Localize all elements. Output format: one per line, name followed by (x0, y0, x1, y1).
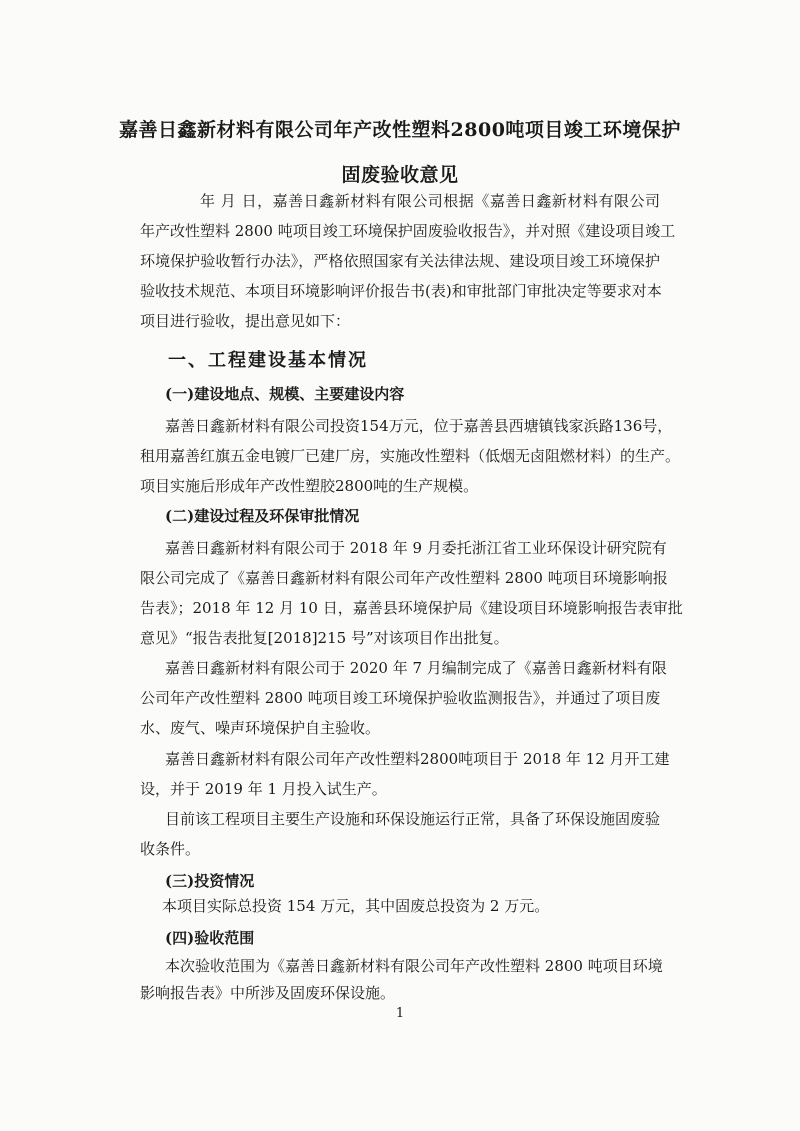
intro-line: 年产改性塑料 2800 吨项目竣工环境保护固废验收报告》，并对照《建设项目竣工 (140, 222, 676, 240)
subsection-heading: (三)投资情况 (165, 872, 255, 890)
document-title-line-1: 嘉善日鑫新材料有限公司年产改性塑料2800吨项目竣工环境保护 (119, 119, 681, 141)
intro-line: 项目进行验收，提出意见如下： (140, 312, 351, 330)
body-line: 意见》“报告表批复[2018]215 号”对该项目作出批复。 (140, 629, 509, 647)
body-line: 影响报告表》中所涉及固废环保设施。 (140, 984, 396, 1002)
document-title-line-2: 固废验收意见 (341, 164, 459, 186)
intro-line: 环境保护验收暂行办法》，严格依照国家有关法律法规、建设项目竣工环境保护 (140, 252, 660, 270)
body-line: 本次验收范围为《嘉善日鑫新材料有限公司年产改性塑料 2800 吨项目环境 (165, 957, 663, 975)
subsection-heading: (二)建设过程及环保审批情况 (165, 507, 360, 525)
body-line: 本项目实际总投资 154 万元，其中固废总投资为 2 万元。 (162, 897, 550, 915)
subsection-heading: (一)建设地点、规模、主要建设内容 (165, 385, 405, 403)
body-line: 项目实施后形成年产改性塑胶2800吨的生产规模。 (140, 477, 479, 495)
body-line: 嘉善日鑫新材料有限公司投资154万元，位于嘉善县西塘镇钱家浜路136号， (165, 417, 673, 435)
body-line: 水、废气、噪声环境保护自主验收。 (140, 719, 381, 737)
body-line: 收条件。 (140, 840, 201, 858)
body-line: 目前该工程项目主要生产设施和环保设施运行正常，具备了环保设施固废验 (165, 810, 661, 828)
section-heading: 一、工程建设基本情况 (168, 350, 368, 371)
body-line: 嘉善日鑫新材料有限公司年产改性塑料2800吨项目于 2018 年 12 月开工建 (165, 750, 670, 768)
body-line: 租用嘉善红旗五金电镀厂已建厂房，实施改性塑料（低烟无卤阻燃材料）的生产。 (140, 447, 681, 465)
body-line: 嘉善日鑫新材料有限公司于 2020 年 7 月编制完成了《嘉善日鑫新材料有限 (165, 659, 667, 677)
body-line: 公司年产改性塑料 2800 吨项目竣工环境保护验收监测报告》，并通过了项目废 (140, 689, 661, 707)
body-line: 限公司完成了《嘉善日鑫新材料有限公司年产改性塑料 2800 吨项目环境影响报 (140, 569, 668, 587)
body-line: 嘉善日鑫新材料有限公司于 2018 年 9 月委托浙江省工业环保设计研究院有 (165, 539, 667, 557)
intro-line: 验收技术规范、本项目环境影响评价报告书(表)和审批部门审批决定等要求对本 (140, 282, 662, 300)
intro-line: 年 月 日，嘉善日鑫新材料有限公司根据《嘉善日鑫新材料有限公司 (200, 192, 660, 210)
page-number: 1 (395, 1006, 405, 1021)
body-line: 设，并于 2019 年 1 月投入试生产。 (140, 780, 387, 798)
subsection-heading: (四)验收范围 (165, 929, 255, 947)
body-line: 告表》；2018 年 12 月 10 日，嘉善县环境保护局《建设项目环境影响报告表审批 (140, 599, 683, 617)
